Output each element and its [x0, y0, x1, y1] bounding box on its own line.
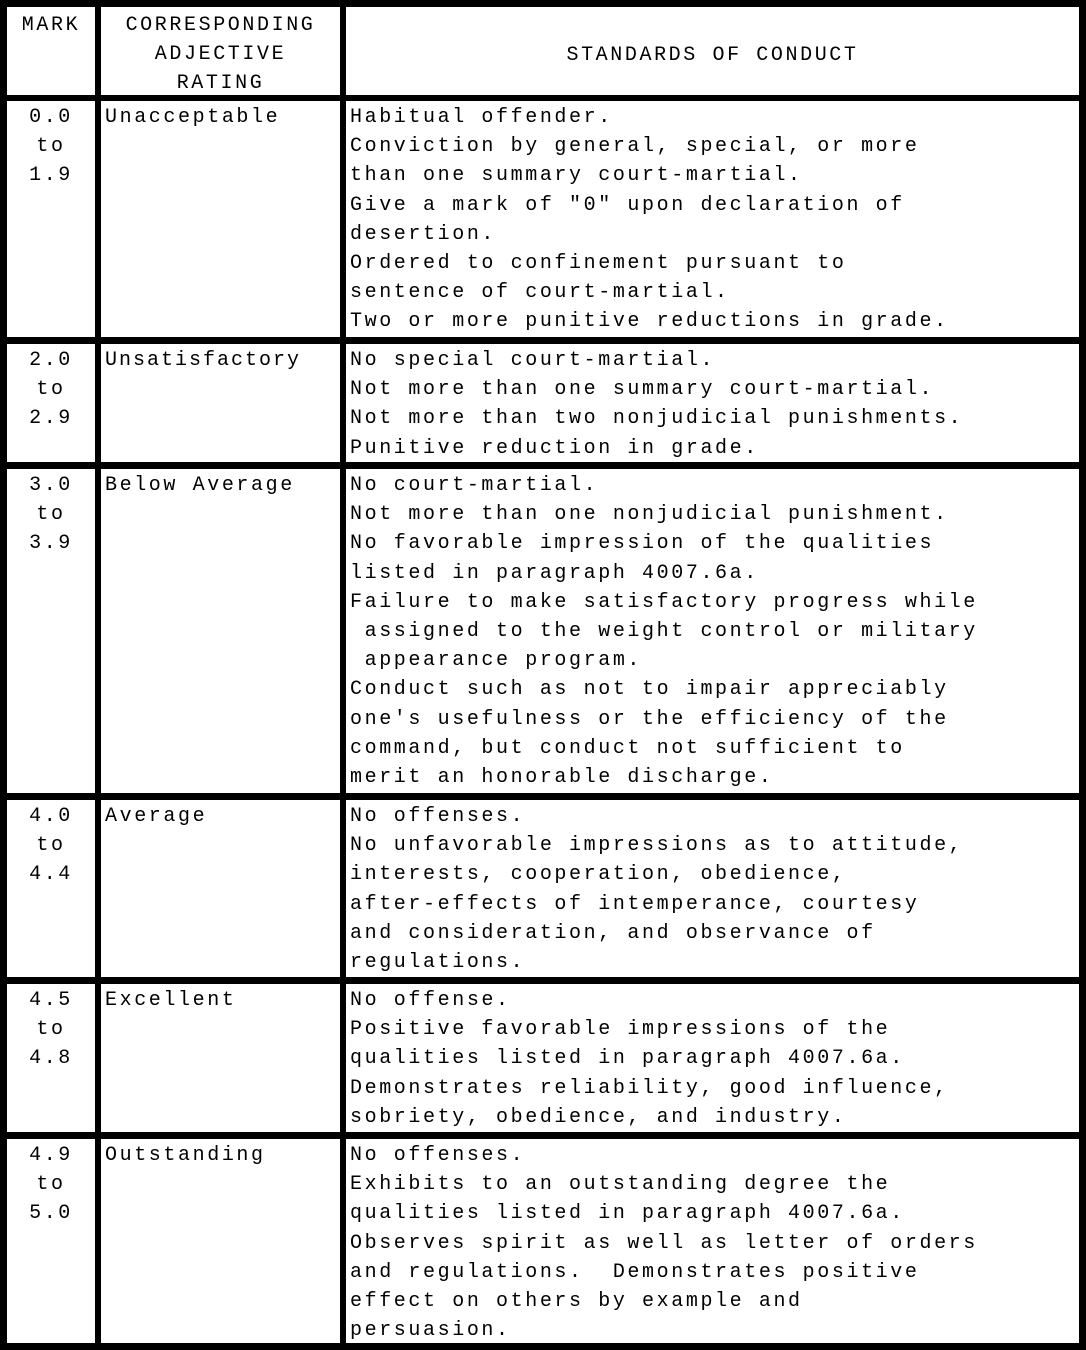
standard-line: persuasion.	[350, 1319, 511, 1343]
adjective-rating: Outstanding	[105, 1144, 266, 1167]
standard-line: No offenses.	[350, 805, 526, 828]
row-mark-cell	[7, 1139, 95, 1343]
standard-line: command, but conduct not sufficient to	[350, 736, 905, 760]
standard-line: merit an honorable discharge.	[350, 766, 774, 790]
standard-line: sobriety, obedience, and industry.	[350, 1105, 847, 1129]
standard-line: No unfavorable impressions as to attitude,	[350, 834, 964, 858]
header-mark-cell	[7, 7, 95, 95]
row-standards-cell	[346, 800, 1079, 977]
standard-line: Give a mark of "0" upon declaration of	[350, 193, 905, 217]
standard-line: than one summary court-martial.	[350, 164, 803, 188]
row-standards-cell	[346, 344, 1079, 462]
standard-line: Demonstrates reliability, good influence,	[350, 1076, 949, 1100]
mark-line: 0.0	[29, 106, 73, 129]
standard-line: Conviction by general, special, or more	[350, 135, 920, 159]
standard-line: and regulations. Demonstrates positive	[350, 1260, 920, 1284]
header-adjective-line: RATING	[176, 72, 265, 95]
mark-line: 5.0	[29, 1202, 73, 1226]
adjective-rating: Unacceptable	[105, 106, 281, 129]
row-mark-cell	[7, 469, 95, 793]
adjective-rating: Below Average	[105, 474, 295, 497]
standard-line: Two or more punitive reductions in grade.	[350, 310, 949, 334]
standard-line: Not more than two nonjudicial punishments.	[350, 407, 964, 431]
standard-line: and consideration, and observance of	[350, 921, 876, 945]
mark-line: 1.9	[29, 164, 73, 188]
standard-line: listed in paragraph 4007.6a.	[350, 561, 759, 585]
mark-line: to	[36, 1173, 66, 1197]
standard-line: Punitive reduction in grade.	[350, 436, 759, 460]
standard-line: interests, cooperation, obedience,	[350, 863, 847, 887]
row-adjective-cell	[101, 101, 340, 337]
header-standards-cell	[346, 7, 1079, 95]
standard-line: assigned to the weight control or military	[350, 620, 978, 644]
row-adjective-cell	[101, 469, 340, 793]
standard-line: No offense.	[350, 989, 511, 1012]
row-adjective-cell	[101, 800, 340, 977]
mark-line: 3.9	[29, 532, 73, 556]
header-standards: STANDARDS OF CONDUCT	[566, 44, 859, 67]
mark-line: 4.4	[29, 863, 73, 887]
standard-line: Not more than one summary court-martial.	[350, 378, 935, 402]
header-adjective-cell	[101, 7, 340, 95]
standard-line: regulations.	[350, 951, 526, 975]
adjective-rating: Excellent	[105, 989, 237, 1012]
standard-line: appearance program.	[350, 649, 643, 673]
mark-line: to	[36, 1018, 66, 1042]
standard-line: No court-martial.	[350, 474, 599, 497]
standard-line: Positive favorable impressions of the	[350, 1018, 891, 1042]
mark-line: to	[36, 834, 66, 858]
header-mark: MARK	[21, 14, 81, 37]
standard-line: Conduct such as not to impair appreciably	[350, 678, 949, 702]
standard-line: effect on others by example and	[350, 1290, 803, 1314]
row-adjective-cell	[101, 344, 340, 462]
standard-line: Habitual offender.	[350, 106, 613, 129]
mark-line: to	[36, 135, 66, 159]
standard-line: Observes spirit as well as letter of orders	[350, 1231, 978, 1255]
standard-line: qualities listed in paragraph 4007.6a.	[350, 1202, 905, 1226]
row-adjective-cell	[101, 984, 340, 1132]
mark-line: to	[36, 378, 66, 402]
standard-line: qualities listed in paragraph 4007.6a.	[350, 1047, 905, 1071]
row-mark-cell	[7, 800, 95, 977]
adjective-rating: Average	[105, 805, 208, 828]
standard-line: desertion.	[350, 222, 497, 246]
row-mark-cell	[7, 101, 95, 337]
standard-line: Ordered to confinement pursuant to	[350, 252, 847, 276]
standard-line: Exhibits to an outstanding degree the	[350, 1173, 891, 1197]
row-mark-cell	[7, 344, 95, 462]
mark-line: 4.8	[29, 1047, 73, 1071]
row-mark-cell	[7, 984, 95, 1132]
mark-line: 3.0	[29, 474, 73, 497]
standard-line: one's usefulness or the efficiency of the	[350, 707, 949, 731]
adjective-rating: Unsatisfactory	[105, 349, 302, 372]
row-standards-cell	[346, 469, 1079, 793]
mark-line: to	[36, 503, 66, 527]
header-adjective-line: ADJECTIVE	[154, 43, 287, 66]
row-standards-cell	[346, 984, 1079, 1132]
row-standards-cell	[346, 1139, 1079, 1343]
standard-line: No offenses.	[350, 1144, 526, 1167]
standard-line: sentence of court-martial.	[350, 281, 730, 305]
standard-line: Not more than one nonjudicial punishment.	[350, 503, 949, 527]
mark-line: 4.5	[29, 989, 73, 1012]
mark-line: 4.9	[29, 1144, 73, 1167]
mark-line: 2.0	[29, 349, 73, 372]
header-adjective-line: CORRESPONDING	[125, 14, 316, 37]
mark-line: 4.0	[29, 805, 73, 828]
standard-line: No favorable impression of the qualities	[350, 532, 935, 556]
standard-line: after-effects of intemperance, courtesy	[350, 892, 920, 916]
row-adjective-cell	[101, 1139, 340, 1343]
standard-line: No special court-martial.	[350, 349, 716, 372]
mark-line: 2.9	[29, 407, 73, 431]
standard-line: Failure to make satisfactory progress while	[350, 590, 978, 614]
row-standards-cell	[346, 101, 1079, 337]
